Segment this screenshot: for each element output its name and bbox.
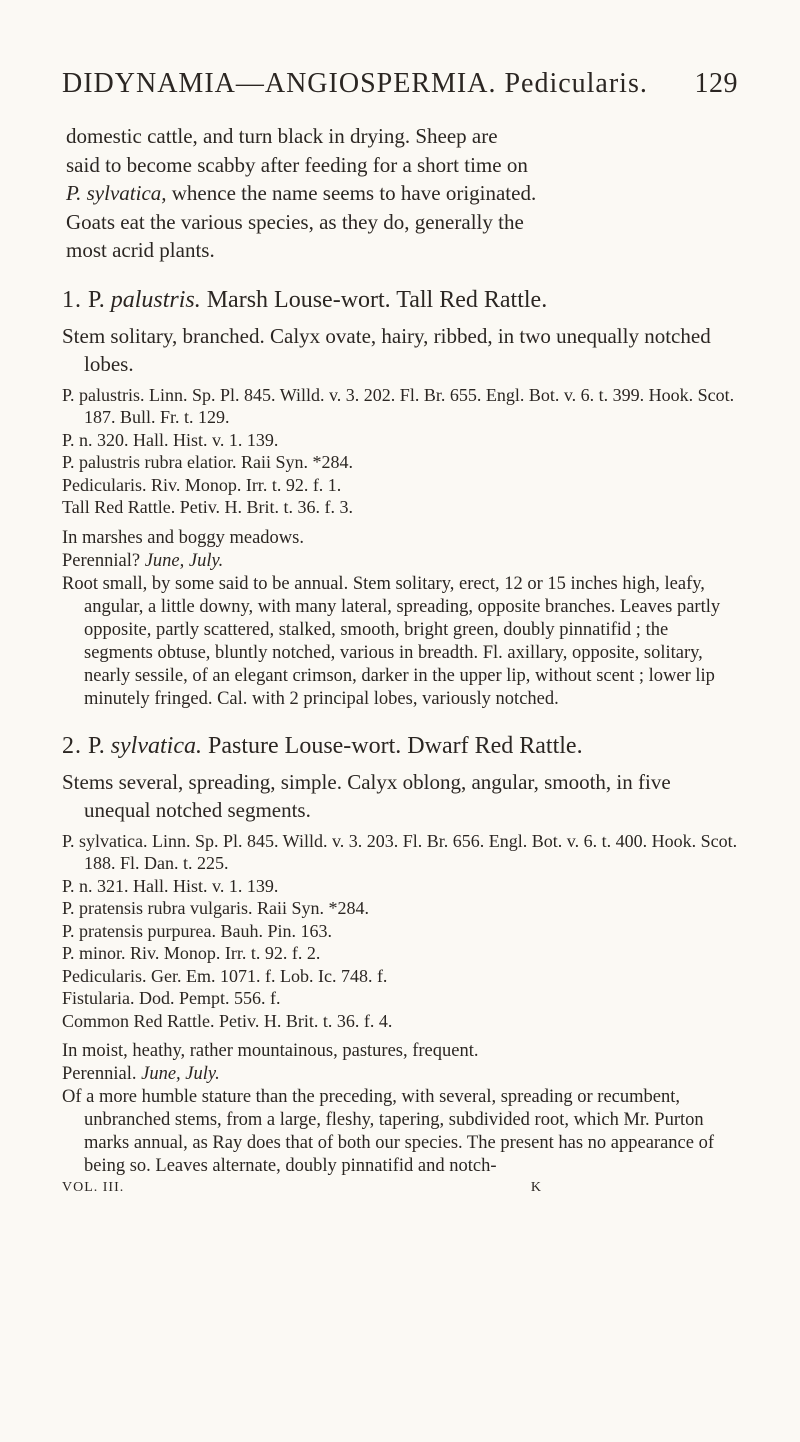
synonym-line: Tall Red Rattle. Petiv. H. Brit. t. 36. f. 3. [62, 497, 354, 517]
specific-character: Stem solitary, branched. Calyx ovate, hairy, ribbed, in two unequally notched lobes. [62, 323, 711, 376]
page-number: 129 [694, 68, 738, 99]
species-epithet: palustris. [110, 286, 201, 313]
page-footer [62, 1180, 542, 1196]
intro-line: most acrid plants. [66, 238, 215, 262]
synonym-line: P. pratensis rubra vulgaris. Raii Syn. *284. [62, 898, 369, 918]
species-epithet: sylvatica. [110, 732, 202, 759]
synonym-line: P. palustris rubra elatior. Raii Syn. *284. [62, 452, 353, 472]
description [62, 527, 738, 711]
duration-flowering: Perennial? June, July. [62, 550, 224, 571]
species-entry-1 [62, 285, 738, 711]
synonym-line: P. palustris. Linn. Sp. Pl. 845. Willd. v. 3. 202. Fl. Br. 655. Engl. Bot. v. 6. t. 399. Hook. Scot. 187. Bull. Fr. t. 129. [62, 384, 735, 427]
description [62, 1040, 738, 1178]
synonym-line: Pedicularis. Riv. Monop. Irr. t. 92. f. 1. [62, 474, 342, 495]
synonym-line: P. n. 320. Hall. Hist. v. 1. 139. [62, 429, 279, 450]
intro-line: domestic cattle, and turn black in drying. Sheep are [66, 124, 498, 148]
synonymy [62, 384, 738, 519]
species-heading: 1. P. palustris. Marsh Louse-wort. Tall Red Rattle. [62, 286, 548, 313]
intro-line: P. sylvatica, whence the name seems to have originated. [66, 181, 537, 205]
intro-species-ref: P. sylvatica, [66, 181, 167, 205]
synonym-line: Common Red Rattle. Petiv. H. Brit. t. 36. f. 4. [62, 1010, 393, 1031]
running-head-title: DIDYNAMIA—ANGIOSPERMIA. Pedicularis. [62, 68, 648, 99]
species-heading: 2. P. sylvatica. Pasture Louse-wort. Dwarf Red Rattle. [62, 732, 583, 759]
species-entry-2 [62, 731, 738, 1179]
common-names: Marsh Louse-wort. Tall Red Rattle. [206, 286, 548, 313]
synonym-line: Fistularia. Dod. Pempt. 556. f. [62, 988, 281, 1008]
synonym-line: P. n. 321. Hall. Hist. v. 1. 139. [62, 875, 279, 896]
description-text: Root small, by some said to be annual. Stem solitary, erect, 12 or 15 inches high, leafy, angular, a little downy, with many lateral, spreading, opposite branches. Leaves partly opposite, partly scattered, stalked, smooth, bright green, doubly pinnatifid ; the segments obtuse, bluntly notched, various in breadth. Fl. axillary, opposite, solitary, nearly sessile, of an elegant crimson, darker in the upper lip, without scent ; lower lip minutely fringed. Cal. with 2 principal lobes, variously notched. [62, 573, 721, 709]
synonym-line: P. pratensis purpurea. Bauh. Pin. 163. [62, 920, 332, 941]
synonym-line: Pedicularis. Ger. Em. 1071. f. Lob. Ic. 748. f. [62, 965, 388, 986]
description-text: Of a more humble stature than the preceding, with several, spreading or recumbent, unbranched stems, from a large, fleshy, tapering, subdivided root, which Mr. Purton marks annual, as Ray does that of both our species. The present has no appearance of being so. Leaves alternate, doubly pinnatifid and notch- [62, 1087, 714, 1176]
synonymy [62, 830, 738, 1033]
volume-label: VOL. III. [62, 1180, 125, 1195]
duration-flowering: Perennial. June, July. [62, 1064, 220, 1084]
intro-line: Goats eat the various species, as they do, generally the [66, 209, 524, 234]
intro-paragraph [62, 122, 738, 265]
common-names: Pasture Louse-wort. Dwarf Red Rattle. [208, 732, 583, 759]
intro-line: said to become scabby after feeding for a short time on [66, 152, 528, 177]
signature-mark: K [530, 1180, 542, 1195]
running-head [62, 68, 738, 100]
specific-character: Stems several, spreading, simple. Calyx oblong, angular, smooth, in five unequal notched segments. [62, 769, 671, 822]
habitat: In marshes and boggy meadows. [62, 527, 304, 548]
synonym-line: P. sylvatica. Linn. Sp. Pl. 845. Willd. v. 3. 203. Fl. Br. 656. Engl. Bot. v. 6. t. 400. Hook. Scot. 188. Fl. Dan. t. 225. [62, 830, 738, 873]
synonym-line: P. minor. Riv. Monop. Irr. t. 92. f. 2. [62, 943, 321, 963]
habitat: In moist, heathy, rather mountainous, pastures, frequent. [62, 1041, 479, 1061]
book-page [62, 68, 738, 1196]
